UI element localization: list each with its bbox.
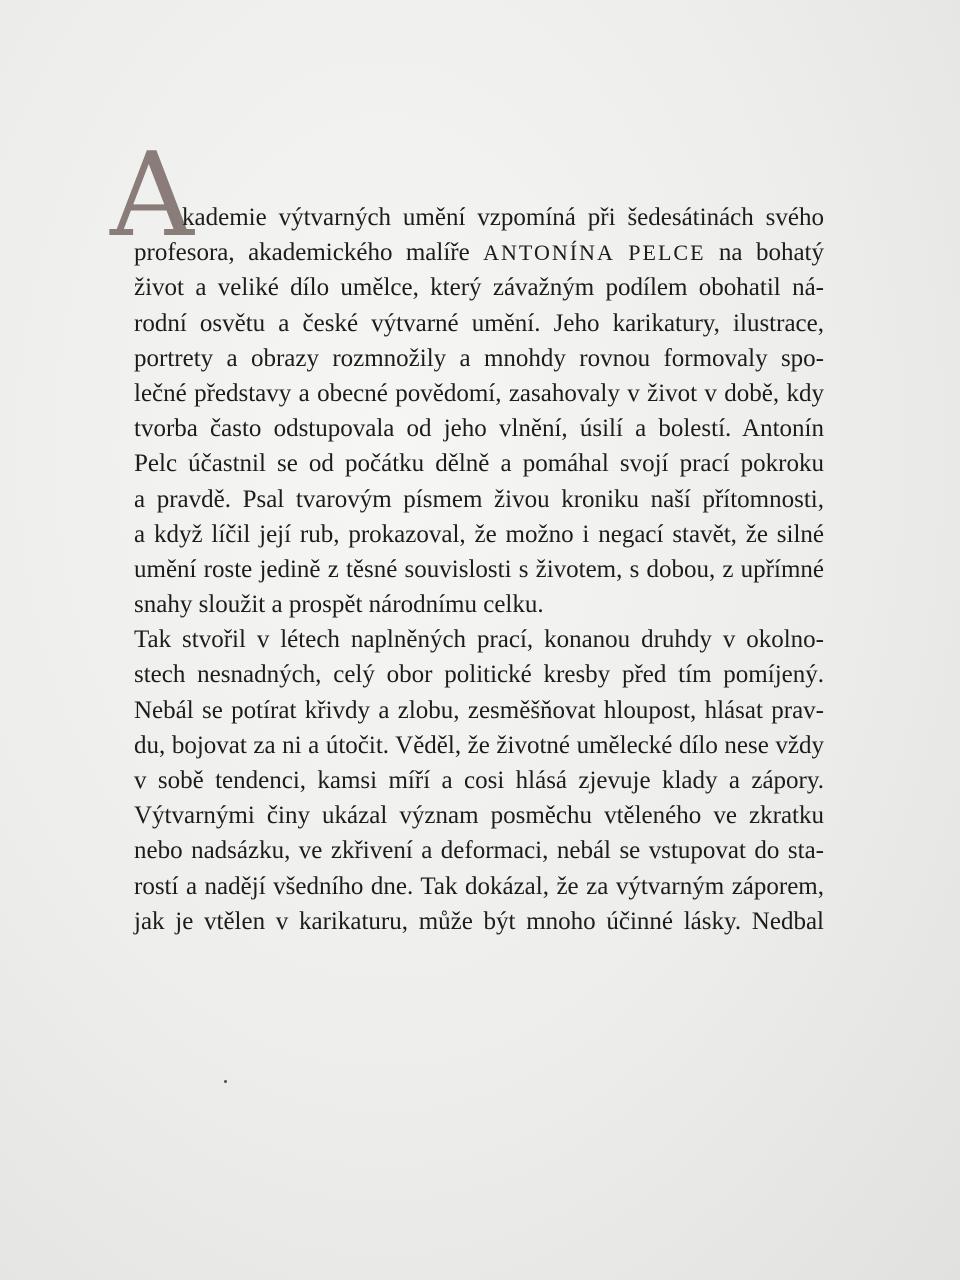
text-line: portrety a obrazy rozmnožily a mnohdy rovnou formovaly spo- (134, 344, 824, 372)
text-line: tvorba často odstupovala od jeho vlnění, úsilí a bolestí. Antonín (134, 415, 824, 443)
text-line: a když líčil její rub, prokazoval, že možno i negací stavět, že silné (134, 520, 824, 548)
text-line: umění roste jedině z těsné souvislosti s životem, s dobou, z upřímné (134, 555, 824, 583)
text-line: du, bojovat za ni a útočit. Věděl, že životné umělecké dílo nese vždy (134, 731, 824, 759)
text-line: Nebál se potírat křivdy a zlobu, zesměšňovat hloupost, hlásat prav- (134, 696, 824, 724)
text-line: Pelc účastnil se od počátku dělně a pomáhal svojí prací pokroku (134, 450, 824, 478)
text-line: v sobě tendenci, kamsi míří a cosi hlásá zjevuje klady a zápory. (134, 767, 824, 794)
paper-speck (224, 1080, 227, 1083)
author-name-smallcaps: ANTONÍNA PELCE (483, 240, 706, 266)
text-line: život a veliké dílo umělce, který závažným podílem obohatil ná- (134, 274, 824, 302)
text-line: stech nesnadných, celý obor politické kresby před tím pomíjený. (134, 661, 824, 689)
drop-cap-initial: A (110, 128, 194, 263)
text-line: jak je vtělen v karikaturu, může být mnoho účinné lásky. Nedbal (134, 907, 824, 935)
body-text (134, 200, 824, 939)
text-line: rodní osvětu a české výtvarné umění. Jeho karikatury, ilustrace, (134, 309, 824, 337)
text-line: snahy sloužit a prospět národnímu celku. (134, 591, 544, 619)
text-line: a pravdě. Psal tvarovým písmem živou kroniku naší přítomnosti, (134, 485, 824, 513)
text-fragment: na bohatý (705, 239, 824, 267)
text-line: nebo nadsázku, ve zkřivení a deformaci, nebál se vstupovat do sta- (134, 837, 824, 865)
text-fragment: profesora, akademického malíře (134, 239, 484, 267)
text-line: Výtvarnými činy ukázal význam posměchu vtěleného ve zkratku (134, 802, 824, 830)
text-line: lečné představy a obecné povědomí, zasahovaly v život v době, kdy (134, 379, 824, 407)
text-line: Tak stvořil v létech naplněných prací, konanou druhdy v okolno- (134, 626, 824, 654)
text-line (134, 235, 824, 270)
text-line: rostí a nadějí všedního dne. Tak dokázal, že za výtvarným záporem, (134, 872, 824, 900)
text-line: kademie výtvarných umění vzpomíná při šedesátinách svého (182, 204, 824, 231)
